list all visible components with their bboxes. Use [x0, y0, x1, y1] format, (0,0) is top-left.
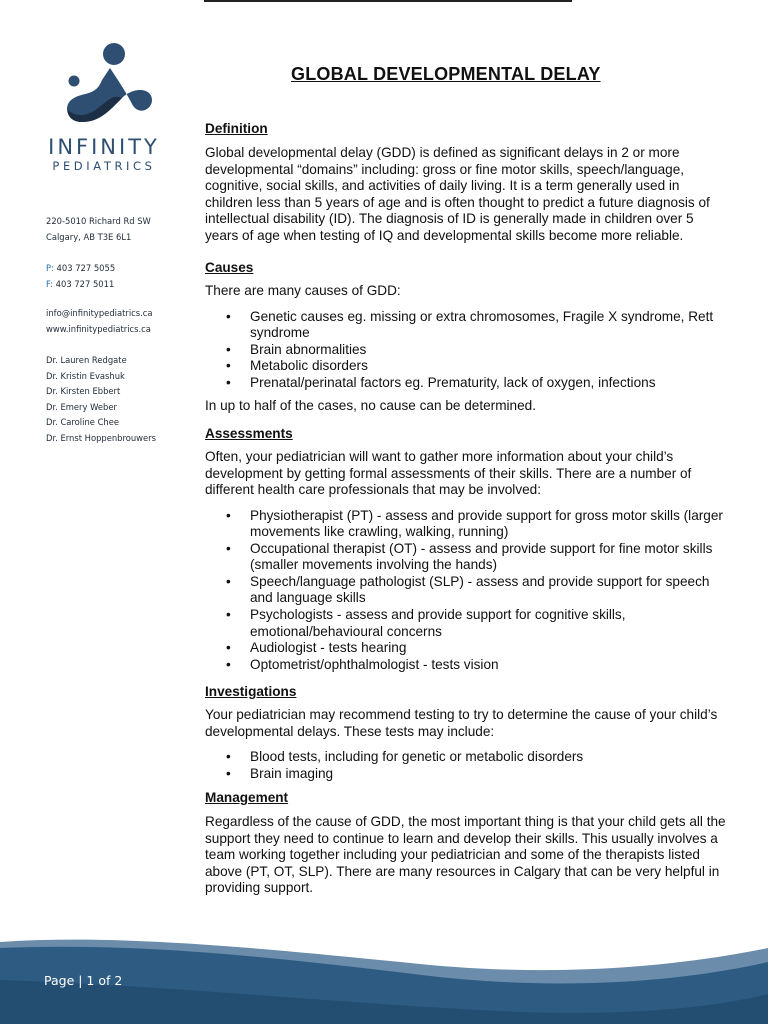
brand-name: INFINITY [48, 135, 160, 159]
causes-outro: In up to half of the cases, no cause can be determined. [205, 398, 536, 414]
list-item: • Physiotherapist (PT) - assess and provide support for gross motor skills (larger movements like crawling, walking, running) [226, 507, 723, 540]
fax-line [46, 277, 115, 293]
list-item: • Brain abnormalities [226, 341, 367, 357]
list-item: • Audiologist - tests hearing [226, 640, 407, 656]
header-rule [204, 0, 572, 2]
list-item: • Metabolic disorders [226, 358, 368, 374]
infinity-logo-icon [52, 40, 162, 130]
definition-text: Global developmental delay (GDD) is defined as significant delays in 2 or more developmental “domains” including: gross or fine motor skills, speech/language, cognitive, social skills, and activities of daily living. It is a term generally used in children less than 5 years of age and is often thought to predict a future diagnosis of intellectual disability (ID). The diagnosis of ID is generally made in children over 5 years of age when testing of IQ and developmental skills become more reliable. [205, 145, 710, 243]
doctor-name: Dr. Kirsten Ebbert [46, 386, 121, 396]
management-section [205, 789, 727, 897]
address-line-2: Calgary, AB T3E 6L1 [46, 231, 132, 242]
doctor-name: Dr. Lauren Redgate [46, 355, 127, 365]
document-title: GLOBAL DEVELOPMENTAL DELAY [291, 64, 601, 84]
phone-number: 403 727 5055 [56, 263, 116, 273]
page-number: Page | 1 of 2 [44, 973, 123, 988]
list-item: • Optometrist/ophthalmologist - tests vision [226, 656, 499, 672]
doctor-list [46, 353, 156, 446]
phone-block [46, 261, 115, 292]
assessments-section [205, 425, 727, 673]
email-link[interactable]: info@infinitypediatrics.ca [46, 308, 153, 318]
footer-wave [0, 920, 768, 1024]
doctor-name: Dr. Emery Weber [46, 401, 117, 412]
list-item: • Prenatal/perinatal factors eg. Prematurity, lack of oxygen, infections [226, 374, 656, 390]
investigations-intro: Your pediatrician may recommend testing to try to determine the cause of your child’s developmental delays. These tests may include: [205, 707, 718, 739]
doctor-name: Dr. Ernst Hoppenbrouwers [46, 432, 156, 443]
brand-subtitle: PEDIATRICS [52, 159, 156, 173]
assessments-list [205, 508, 727, 674]
definition-heading: Definition [205, 121, 268, 136]
assessments-intro: Often, your pediatrician will want to gather more information about your child’s development by getting formal assessments of their skills. There are a number of different health care professionals that may be involved: [205, 449, 692, 497]
address-line-1: 220-5010 Richard Rd SW [46, 216, 151, 226]
causes-intro: There are many causes of GDD: [205, 283, 401, 298]
fax-number: 403 727 5011 [55, 278, 115, 289]
brand-wordmark [44, 136, 164, 174]
list-item: • Blood tests, including for genetic or metabolic disorders [226, 749, 584, 764]
causes-list [205, 309, 727, 392]
fax-label: F: [46, 278, 53, 289]
list-item: • Occupational therapist (OT) - assess and provide support for fine motor skills (smaller movements involving the hands) [226, 540, 713, 573]
doctor-name: Dr. Caroline Chee [46, 417, 120, 427]
list-item: • Brain imaging [226, 765, 334, 781]
doctor-name: Dr. Kristin Evashuk [46, 370, 125, 381]
list-item: • Speech/language pathologist (SLP) - assess and provide support for speech and language skills [226, 573, 710, 606]
list-item: • Genetic causes eg. missing or extra chromosomes, Fragile X syndrome, Rett syndrome [226, 308, 714, 341]
phone-label: P: [46, 263, 54, 273]
causes-section [205, 259, 727, 415]
investigations-list [205, 749, 727, 782]
definition-section [205, 120, 727, 244]
phone-line [46, 261, 115, 277]
address-block [46, 214, 151, 245]
website-link[interactable]: www.infinitypediatrics.ca [46, 323, 151, 334]
contact-block [46, 306, 153, 337]
investigations-section [205, 683, 727, 782]
list-item: • Psychologists - assess and provide support for cognitive skills, emotional/behavioural concerns [226, 607, 626, 639]
investigations-heading: Investigations [205, 684, 297, 699]
management-text: Regardless of the cause of GDD, the most important thing is that your child gets all the support they need to continue to learn and develop their skills. This usually involves a team working together including your pediatrician and some of the therapists listed above (PT, OT, SLP). There are many resources in Calgary that can be very helpful in providing support. [205, 814, 726, 895]
management-heading: Management [205, 790, 289, 805]
assessments-heading: Assessments [205, 426, 293, 441]
causes-heading: Causes [205, 260, 254, 275]
